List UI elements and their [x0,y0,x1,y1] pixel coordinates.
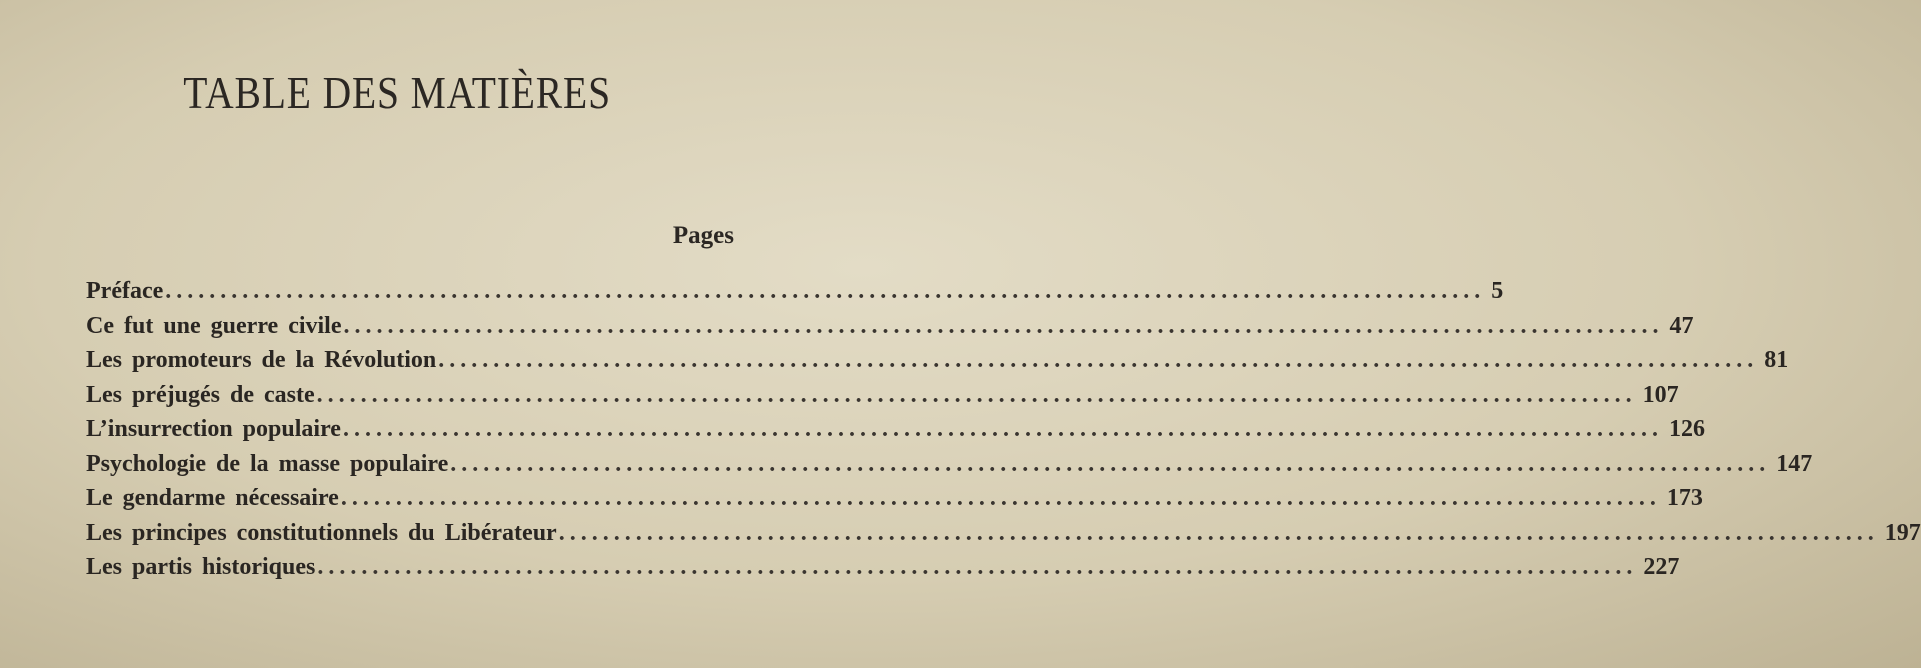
dot-leader: ........................................................................................................................ [316,381,1637,408]
toc-page-number: 227 [1643,554,1680,580]
toc-row [86,450,1813,486]
toc-entry-title: Le gendarme nécessaire [86,485,339,511]
toc-page-number: 81 [1764,347,1789,373]
toc-entry-title: Les partis historiques [86,554,316,580]
dot-leader: ........................................................................................................................ [340,485,1661,511]
toc-entry-title: L’insurrection populaire [86,416,341,442]
page-title: TABLE DES MATIÈRES [183,67,611,118]
dot-leader: ........................................................................................................................ [450,450,1771,477]
toc-row [86,485,1703,520]
dot-leader: ........................................................................................................................ [343,312,1664,339]
toc-entry-title: Les préjugés de caste [86,381,315,408]
toc-entry-title: Préface [86,278,164,304]
toc-row [86,381,1679,417]
dot-leader: ........................................................................................................................ [165,278,1486,304]
toc-page-number: 47 [1669,312,1694,339]
table-of-contents [86,278,1921,589]
toc-row [86,554,1680,589]
toc-row [86,519,1921,555]
toc-page-number: 147 [1776,450,1813,477]
toc-row [86,278,1504,313]
toc-entry-title: Psychologie de la masse populaire [86,450,449,477]
dot-leader: ........................................................................................................................ [558,519,1879,546]
toc-page-number: 5 [1491,278,1504,304]
toc-entry-title: Ce fut une guerre civile [86,312,342,339]
toc-entry-title: Les promoteurs de la Révolution [86,347,437,373]
toc-page-number: 107 [1642,381,1679,408]
dot-leader: ........................................................................................................................ [438,347,1759,373]
toc-row [86,416,1705,451]
toc-page-number: 197 [1884,519,1921,546]
toc-row [86,347,1789,382]
pages-column-heading: Pages [672,222,734,249]
dot-leader: ........................................................................................................................ [342,416,1663,442]
toc-row [86,312,1694,348]
toc-page-number: 126 [1668,416,1705,442]
dot-leader: ........................................................................................................................ [317,554,1638,580]
toc-page-number: 173 [1666,485,1703,511]
toc-entry-title: Les principes constitutionnels du Libérateur [86,519,557,546]
